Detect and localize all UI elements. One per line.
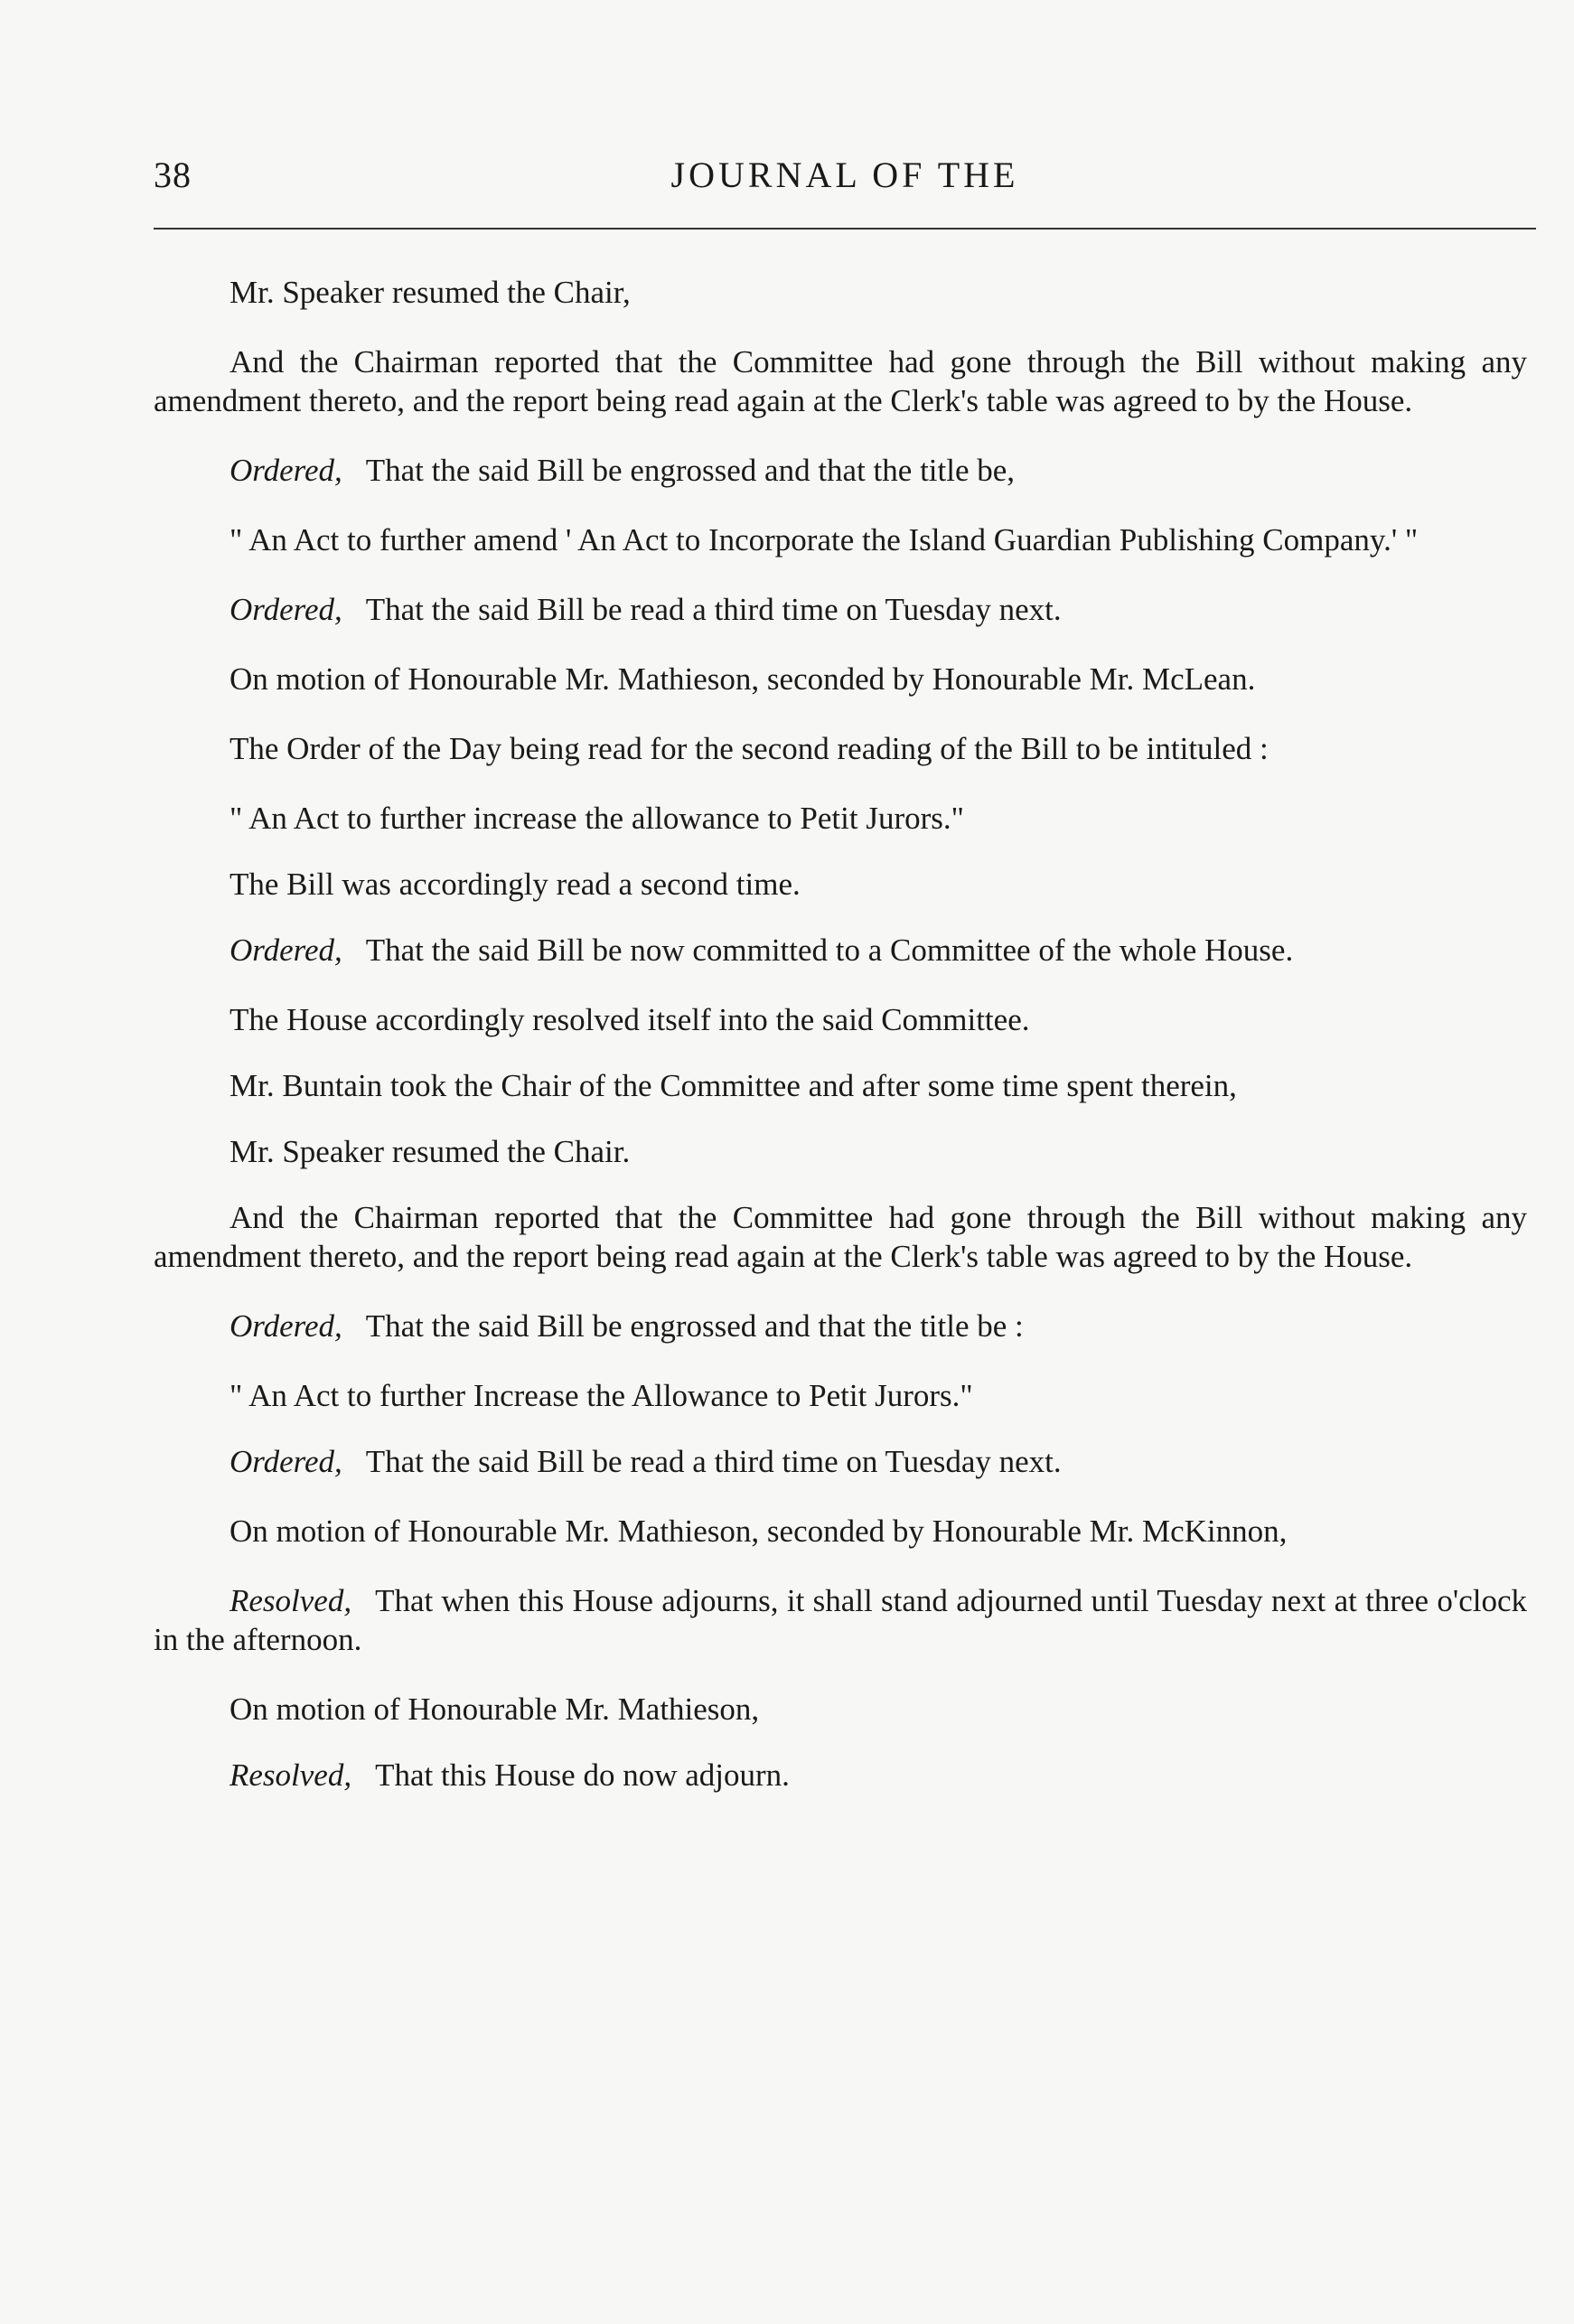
paragraph-lead: Ordered, [230,453,342,488]
paragraph [154,451,1527,490]
header-rule [154,228,1536,230]
paragraph [154,799,1527,838]
paragraph [154,1581,1527,1659]
paragraph [154,1198,1527,1276]
paragraph-text: That the said Bill be engrossed and that the title be : [365,1308,1024,1344]
paragraph [154,729,1527,768]
paragraph-text: That the said Bill be read a third time on Tuesday next. [365,592,1062,627]
paragraph-text: Mr. Buntain took the Chair of the Committee and after some time spent therein, [230,1068,1237,1103]
paragraph-text: " An Act to further amend ' An Act to Incorporate the Island Guardian Publishing Company.' " [230,522,1419,558]
paragraph [154,1307,1527,1345]
paragraph-text: The Bill was accordingly read a second time. [230,867,801,902]
paragraph-text: That the said Bill be now committed to a Committee of the whole House. [365,932,1294,968]
paragraph [154,1066,1527,1105]
paragraph-lead: Resolved, [230,1757,352,1793]
paragraph [154,590,1527,629]
paragraph [154,1442,1527,1481]
paragraph [154,520,1527,559]
paragraph-text: And the Chairman reported that the Committee had gone through the Bill without making any amendment thereto, and the report being read again at the Clerk's table was agreed to by the House. [154,344,1527,418]
paragraph-lead: Ordered, [230,1308,342,1344]
paragraph [154,1512,1527,1551]
paragraph [154,660,1527,698]
journal-body [154,273,1527,1825]
paragraph-text: " An Act to further Increase the Allowance to Petit Jurors." [230,1378,973,1413]
paragraph [154,342,1527,420]
paragraph [154,1690,1527,1729]
paragraph [154,1000,1527,1039]
paragraph-text: That the said Bill be read a third time on Tuesday next. [365,1444,1062,1479]
paragraph [154,865,1527,904]
paragraph [154,1132,1527,1171]
paragraph-text: " An Act to further increase the allowance to Petit Jurors." [230,801,964,836]
paragraph-text: On motion of Honourable Mr. Mathieson, [230,1691,760,1727]
paragraph-text: That the said Bill be engrossed and that the title be, [365,453,1016,488]
paragraph [154,1756,1527,1795]
page-title: JOURNAL OF THE [670,155,1019,195]
paragraph-text: That when this House adjourns, it shall stand adjourned until Tuesday next at three o'clock in the afternoon. [154,1583,1527,1657]
paragraph-text: On motion of Honourable Mr. Mathieson, seconded by Honourable Mr. McLean. [230,661,1256,697]
paragraph-lead: Resolved, [230,1583,352,1618]
paragraph-text: The Order of the Day being read for the second reading of the Bill to be intituled : [230,731,1269,766]
paragraph-lead: Ordered, [230,592,342,627]
paragraph-lead: Ordered, [230,932,342,968]
running-head [154,154,1536,208]
paragraph-text: The House accordingly resolved itself into the said Committee. [230,1002,1030,1037]
paragraph [154,273,1527,312]
paragraph-text: And the Chairman reported that the Committee had gone through the Bill without making any amendment thereto, and the report being read again at the Clerk's table was agreed to by the House. [154,1200,1527,1274]
paragraph-text: Mr. Speaker resumed the Chair, [230,275,631,310]
page-number: 38 [154,155,192,195]
paragraph-text: That this House do now adjourn. [375,1757,790,1793]
paragraph-text: On motion of Honourable Mr. Mathieson, seconded by Honourable Mr. McKinnon, [230,1513,1288,1549]
paragraph [154,1376,1527,1415]
paragraph-text: Mr. Speaker resumed the Chair. [230,1134,631,1169]
paragraph-lead: Ordered, [230,1444,342,1479]
paragraph [154,931,1527,970]
